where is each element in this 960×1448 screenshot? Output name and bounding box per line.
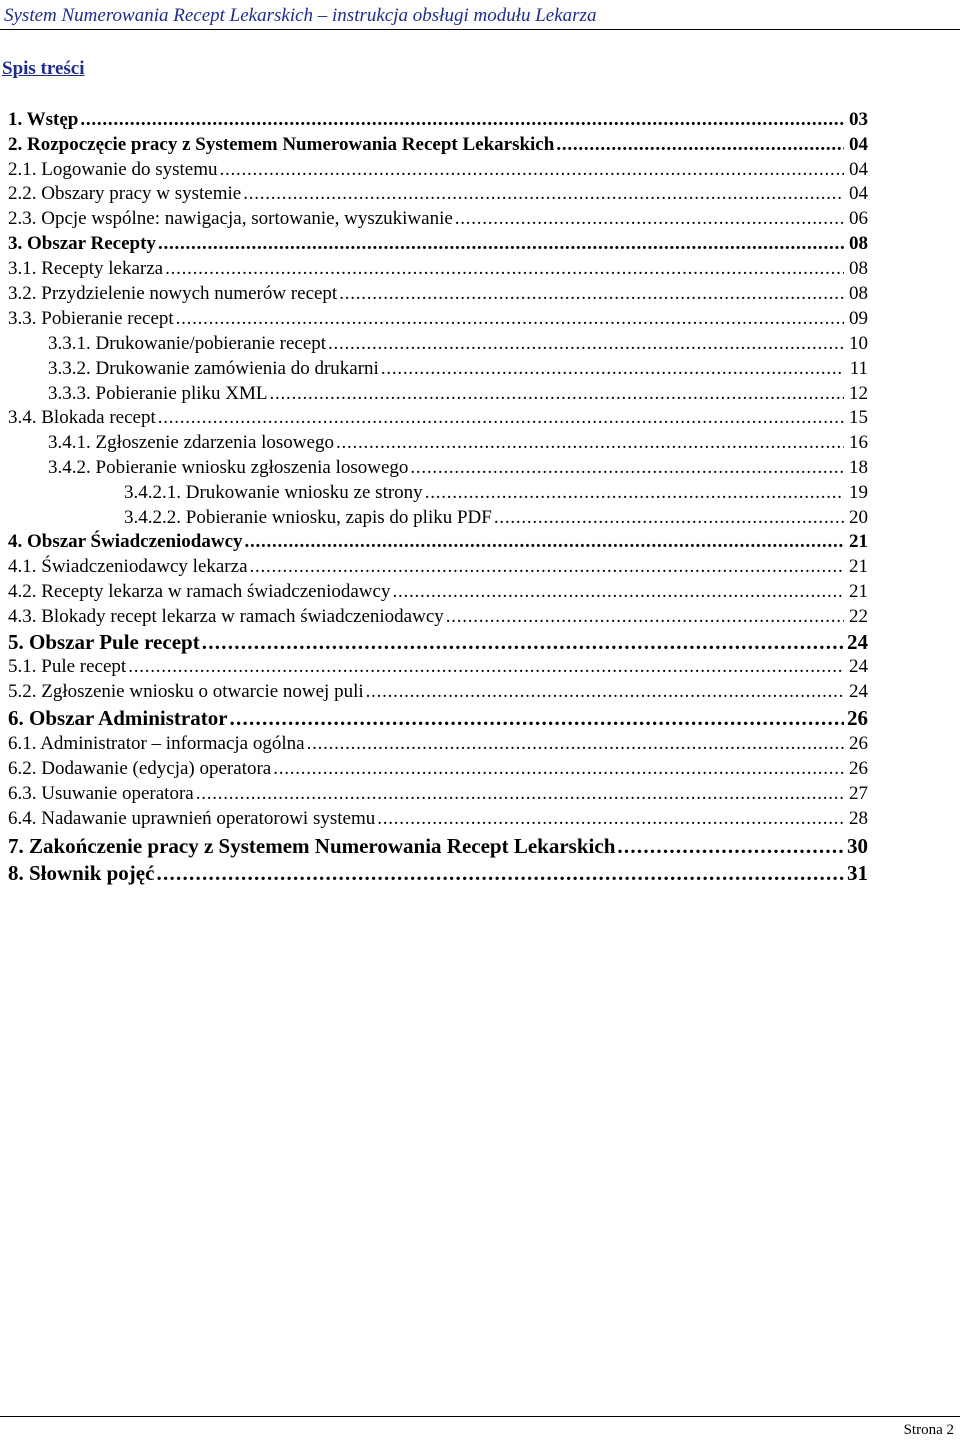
toc-entry-label: 3.4.2.2. Pobieranie wniosku, zapis do pliku PDF [124,507,492,528]
toc-entry-label: 3. Obszar Recepty [8,233,156,254]
toc-dot-leader [556,133,844,157]
toc-entry-label: 7. Zakończenie pracy z Systemem Numerowania Recept Lekarskich [8,834,616,858]
toc-entry-label: 6.4. Nadawanie uprawnień operatorowi systemu [8,808,376,829]
toc-dot-leader [425,481,844,505]
toc-entry-label: 2. Rozpoczęcie pracy z Systemem Numerowania Recept Lekarskich [8,134,555,155]
toc-entry-page: 31 [847,861,868,885]
toc-dot-leader [307,732,844,756]
toc-dot-leader [446,605,844,629]
toc-entry-label: 4.2. Recepty lekarza w ramach świadczeniodawcy [8,581,391,602]
toc-entry-label: 3.3.2. Drukowanie zamówienia do drukarni [48,358,379,379]
toc-entry[interactable] [8,732,868,756]
toc-entry-label: 5.1. Pule recept [8,656,127,677]
toc-dot-leader [494,506,844,530]
toc-entry-label: 8. Słownik pojęć [8,861,155,885]
toc-entry[interactable] [8,530,868,554]
toc-dot-leader [381,357,844,381]
toc-entry-page: 28 [849,808,868,829]
toc-dot-leader [392,580,844,604]
toc-dot-leader [220,158,844,182]
toc-entry-label: 3.1. Recepty lekarza [8,258,164,279]
toc-dot-leader [617,834,844,858]
toc-entry[interactable] [8,282,868,306]
toc-entry-page: 24 [849,656,868,677]
toc-entry-page: 08 [849,233,868,254]
toc-entry-page: 18 [849,457,868,478]
toc-dot-leader [377,807,844,831]
toc-entry-label: 3.4.1. Zgłoszenie zdarzenia losowego [48,432,334,453]
toc-entry-page: 11 [849,358,868,379]
toc-entry[interactable] [8,108,868,132]
toc-entry[interactable] [8,158,868,182]
page-number: Strona 2 [903,1422,954,1438]
toc-entry[interactable] [8,630,868,654]
toc-dot-leader [230,706,844,730]
toc-entry-label: 4. Obszar Świadczeniodawcy [8,531,243,552]
toc-dot-leader [339,282,844,306]
toc-entry-page: 24 [847,630,868,654]
footer-divider [0,1416,960,1417]
toc-entry-page: 08 [849,283,868,304]
toc-dot-leader [328,332,844,356]
toc-entry-label: 2.3. Opcje wspólne: nawigacja, sortowanie, wyszukiwanie [8,208,453,229]
toc-entry-label: 6.3. Usuwanie operatora [8,783,194,804]
toc-entry[interactable] [8,834,868,858]
toc-entry-page: 06 [849,208,868,229]
toc-entry[interactable] [48,332,868,356]
toc-entry[interactable] [8,757,868,781]
toc-entry-label: 3.3. Pobieranie recept [8,308,174,329]
toc-entry-label: 1. Wstęp [8,109,79,130]
running-header [0,0,960,30]
toc-dot-leader [176,307,844,331]
toc-entry[interactable] [8,580,868,604]
toc-dot-leader [366,680,844,704]
toc-dot-leader [158,232,844,256]
toc-entry-label: 6.2. Dodawanie (edycja) operatora [8,758,272,779]
toc-entry-page: 26 [849,758,868,779]
toc-entry-page: 15 [849,407,868,428]
toc-dot-leader [273,757,844,781]
toc-entry[interactable] [8,232,868,256]
toc-dot-leader [410,456,844,480]
toc-entry[interactable] [124,506,868,530]
toc-entry-label: 3.3.3. Pobieranie pliku XML [48,383,268,404]
toc-entry[interactable] [8,133,868,157]
toc-entry-label: 2.1. Logowanie do systemu [8,159,218,180]
header-title: System Numerowania Recept Lekarskich – instrukcja obsługi modułu Lekarza [4,5,597,26]
toc-dot-leader [243,182,844,206]
toc-dot-leader [158,406,844,430]
toc-entry-page: 04 [849,134,868,155]
toc-dot-leader [336,431,844,455]
toc-entry[interactable] [8,257,868,281]
toc-entry[interactable] [8,706,868,730]
toc-entry[interactable] [48,456,868,480]
toc-entry[interactable] [8,655,868,679]
toc-dot-leader [202,630,844,654]
toc-dot-leader [196,782,844,806]
toc-entry-label: 5. Obszar Pule recept [8,630,200,654]
toc-dot-leader [455,207,844,231]
toc-entry[interactable] [8,807,868,831]
toc-entry-page: 20 [849,507,868,528]
toc-dot-leader [245,530,844,554]
toc-entry-page: 26 [849,733,868,754]
toc-entry[interactable] [48,431,868,455]
toc-entry[interactable] [8,782,868,806]
toc-entry-page: 12 [849,383,868,404]
toc-entry[interactable] [8,182,868,206]
toc-entry-page: 21 [849,556,868,577]
toc-dot-leader [165,257,844,281]
toc-entry-page: 10 [849,333,868,354]
toc-entry[interactable] [8,307,868,331]
toc-entry[interactable] [8,680,868,704]
toc-entry-label: 3.3.1. Drukowanie/pobieranie recept [48,333,327,354]
toc-heading: Spis treści [2,58,85,79]
toc-entry-page: 16 [849,432,868,453]
toc-entry[interactable] [48,357,868,381]
toc-dot-leader [250,555,844,579]
toc-entry-page: 04 [849,159,868,180]
toc-entry-page: 26 [847,706,868,730]
toc-entry-label: 5.2. Zgłoszenie wniosku o otwarcie nowej puli [8,681,364,702]
toc-entry-label: 2.2. Obszary pracy w systemie [8,183,242,204]
toc-entry[interactable] [124,481,868,505]
toc-entry-page: 21 [849,581,868,602]
toc-entry-page: 04 [849,183,868,204]
toc-entry-label: 4.3. Blokady recept lekarza w ramach świadczeniodawcy [8,606,444,627]
toc-entry-page: 09 [849,308,868,329]
toc-entry[interactable] [8,861,868,885]
toc-entry[interactable] [8,605,868,629]
toc-entry-page: 19 [849,482,868,503]
toc-entry[interactable] [48,382,868,406]
toc-entry-label: 6.1. Administrator – informacja ogólna [8,733,305,754]
toc-entry-page: 22 [849,606,868,627]
toc-entry[interactable] [8,555,868,579]
toc-entry-page: 27 [849,783,868,804]
toc-entry-label: 3.4.2.1. Drukowanie wniosku ze strony [124,482,423,503]
toc-entry-page: 21 [849,531,868,552]
toc-dot-leader [156,861,844,885]
toc-entry-label: 4.1. Świadczeniodawcy lekarza [8,556,248,577]
toc-entry-page: 08 [849,258,868,279]
toc-entry-page: 24 [849,681,868,702]
toc-entry-label: 3.4.2. Pobieranie wniosku zgłoszenia losowego [48,457,409,478]
toc-entry-label: 3.2. Przydzielenie nowych numerów recept [8,283,338,304]
toc-dot-leader [270,382,844,406]
toc-entry[interactable] [8,406,868,430]
toc-dot-leader [128,655,844,679]
toc-entry-page: 03 [849,109,868,130]
toc-entry[interactable] [8,207,868,231]
toc-entry-label: 3.4. Blokada recept [8,407,156,428]
toc-dot-leader [80,108,844,132]
toc-entry-page: 30 [847,834,868,858]
toc-entry-label: 6. Obszar Administrator [8,706,228,730]
